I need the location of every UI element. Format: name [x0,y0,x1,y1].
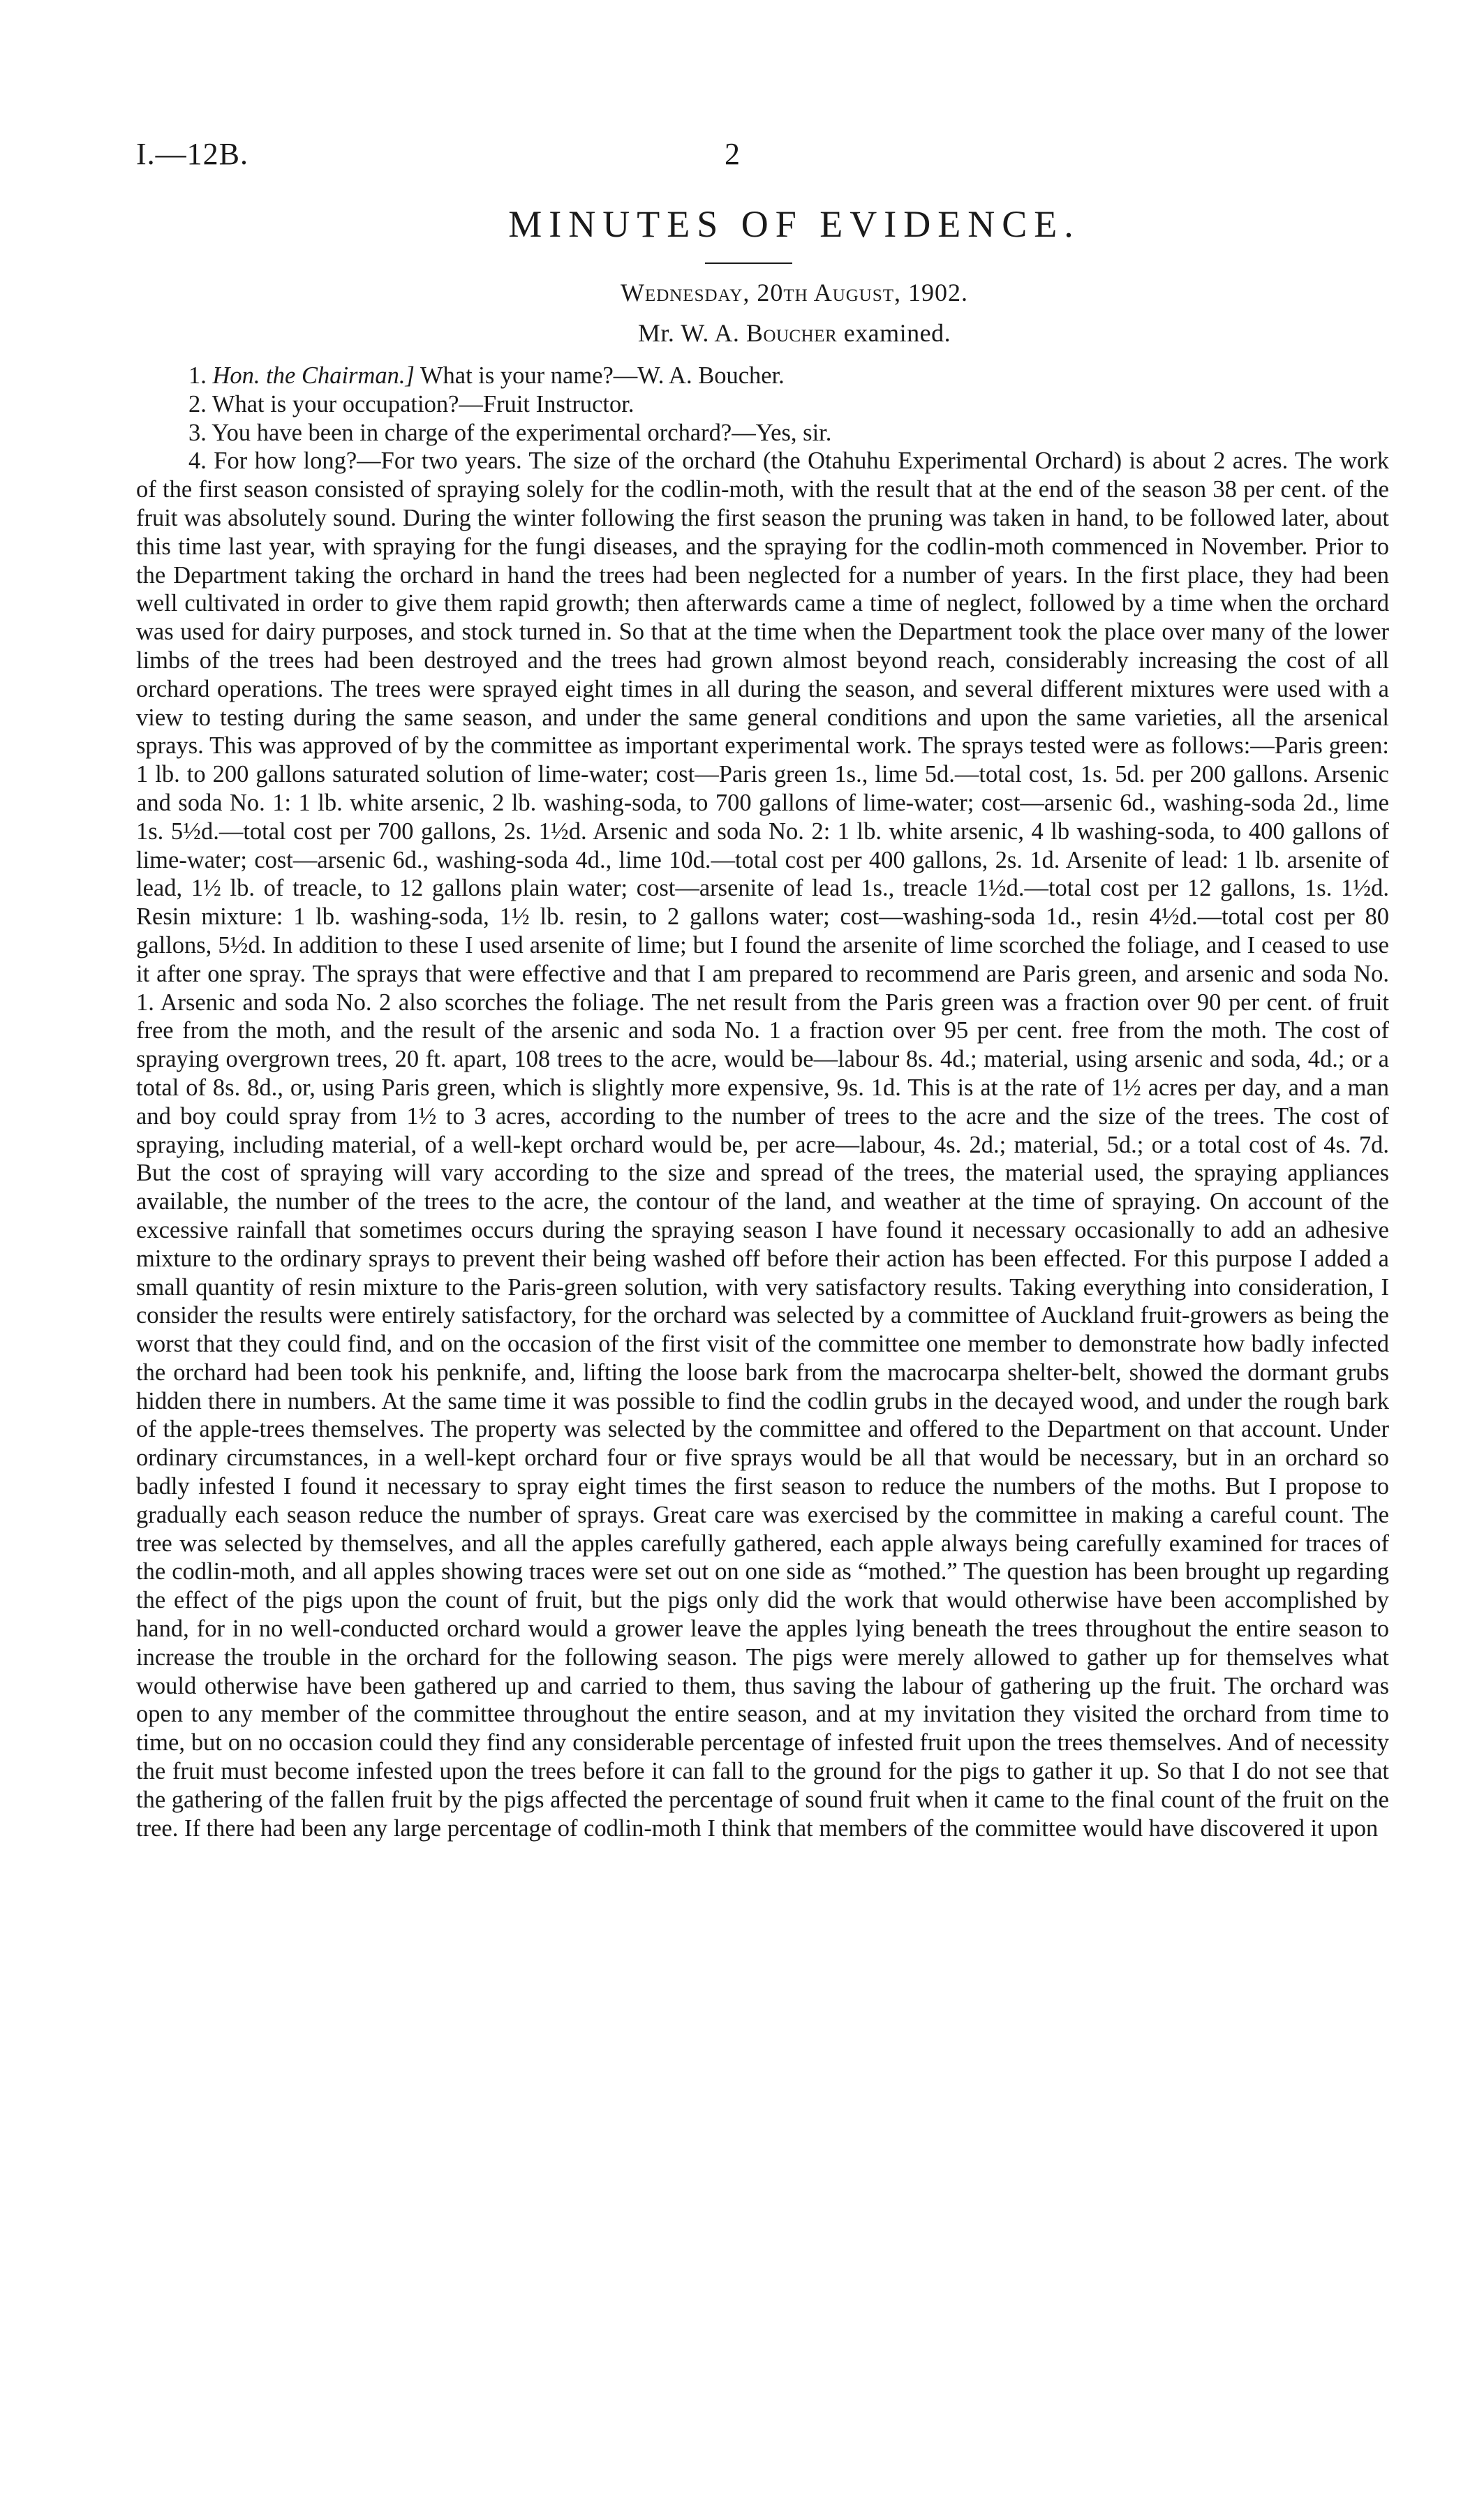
question-text: What is your name?—W. A. Boucher. [414,362,785,389]
question-3 [136,419,1389,448]
question-number: 1. [188,362,207,389]
question-1 [136,362,1389,390]
question-4 [136,447,1389,1842]
evidence-body [136,362,1389,1842]
witness-suffix: examined. [837,319,951,347]
question-number: 3. [188,419,207,446]
question-number: 2. [188,390,207,417]
session-date: Wednesday, 20th August, 1902. [620,279,969,306]
witness-prefix: Mr. W. A. [637,319,746,347]
question-text: You have been in charge of the experimental orchard?—Yes, sir. [206,419,832,446]
title-divider [705,262,792,264]
question-text: What is your occupation?—Fruit Instructor. [206,390,635,417]
page-title: MINUTES OF EVIDENCE. [508,203,1081,245]
question-2 [136,390,1389,419]
witness-heading [0,318,1484,348]
question-number: 4. [188,448,207,475]
answer-text: For how long?—For two years. The size of the orchard (the Otahuhu Experimental Orchard) is about 2 acres. The work of the first season consisted of spraying solely for the codlin-moth, with the result that at the end of the season 38 per cent. of the fruit was absolutely sound. During the winter following the first season the pruning was taken in hand, to be followed later, about this time last year, with spraying for the fungi diseases, and the spraying for the codlin-moth commenced in November. Prior to the Department taking the orchard in hand the trees had been neglected for a number of years. In the first place, they had been well cultivated in order to give them rapid growth; then afterwards came a time of neglect, followed by a time when the orchard was used for dairy purposes, and stock turned in. So that at the time when the Department took the place over many of the lower limbs of the trees had been destroyed and the trees had grown almost beyond reach, considerably increasing the cost of all orchard operations. The trees were sprayed eight times in all during the season, and several different mixtures were used with a view to testing during the same season, and under the same general conditions and upon the same varieties, all the arsenical sprays. This was approved of by the committee as important experimental work. The sprays tested were as follows:—Paris green: 1 lb. to 200 gallons saturated solution of lime-water; cost—Paris green 1s., lime 5d.—total cost, 1s. 5d. per 200 gallons. Arsenic and soda No. 1: 1 lb. white arsenic, 2 lb. washing-soda, to 700 gallons of lime-water; cost—arsenic 6d., washing-soda 2d., lime 1s. 5½d.—total cost per 700 gallons, 2s. 1½d. Arsenic and soda No. 2: 1 lb. white arsenic, 4 lb washing-soda, to 400 gallons of lime-water; cost—arsenic 6d., washing-soda 4d., lime 10d.—total cost per 400 gallons, 2s. 1d. Arsenite of lead: 1 lb. arsenite of lead, 1½ lb. of treacle, to 12 gallons plain water; cost—arsenite of lead 1s., treacle 1½d.—total cost per 12 gallons, 1s. 1½d. Resin mixture: 1 lb. washing-soda, 1½ lb. resin, to 2 gallons water; cost—washing-soda 1d., resin 4½d.—total cost per 80 gallons, 5½d. In addition to these I used arsenite of lime; but I found the arsenite of lime scorched the foliage, and I ceased to use it after one spray. The sprays that were effective and that I am prepared to recommend are Paris green, and arsenic and soda No. 1. Arsenic and soda No. 2 also scorches the foliage. The net result from the Paris green was a fraction over 90 per cent. of fruit free from the moth, and the result of the arsenic and soda No. 1 a fraction over 95 per cent. free from the moth. The cost of spraying overgrown trees, 20 ft. apart, 108 trees to the acre, would be—labour 8s. 4d.; material, using arsenic and soda, 4d.; or a total of 8s. 8d., or, using Paris green, which is slightly more expensive, 9s. 1d. This is at the rate of 1½ acres per day, and a man and boy could spray from 1½ to 3 acres, according to the number of trees to the acre and the size of the trees. The cost of spraying, including material, of a well-kept orchard would be, per acre—labour, 4s. 2d.; material, 5d.; or a total cost of 4s. 7d. But the cost of spraying will vary according to the size and spread of the trees, the material used, the spraying appliances available, the number of the trees to the acre, the contour of the land, and weather at the time of spraying. On account of the excessive rainfall that sometimes occurs during the spraying season I have found it necessary occasionally to add an adhesive mixture to the ordinary sprays to prevent their being washed off before their action has been effected. For this purpose I added a small quantity of resin mixture to the Paris-green solution, with very satisfactory results. Taking everything into consideration, I consider the results were entirely satisfactory, for the orchard was selected by a committee of Auckland fruit-growers as being the worst that they could find, and on the occasion of the first visit of the committee one member to demonstrate how badly infected the orchard had been took his penknife, and, lifting the loose bark from the macrocarpa shelter-belt, showed the dormant grubs hidden there in numbers. At the same time it was possible to find the codlin grubs in the decayed wood, and under the rough bark of the apple-trees themselves. The property was selected by the committee and offered to the Department on that account. Under ordinary circumstances, in a well-kept orchard four or five sprays would be all that would be necessary, but in an orchard so badly infested I found it necessary to spray eight times the first season to reduce the numbers of the moths. But I propose to gradually each season reduce the number of sprays. Great care was exercised by the committee in making a careful count. The tree was selected by themselves, and all the apples carefully gathered, each apple always being carefully examined for traces of the codlin-moth, and all apples showing traces were set out on one side as “mothed.” The question has been brought up regarding the effect of the pigs upon the count of fruit, but the pigs only did the work that would otherwise have been accomplished by hand, for in no well-conducted orchard would a grower leave the apples lying beneath the trees throughout the entire season to increase the trouble in the orchard for the following season. The pigs were merely allowed to gather up for themselves what would otherwise have been gathered up and carried to them, thus saving the labour of gathering up the fruit. The orchard was open to any member of the committee throughout the entire season, and at my invitation they visited the orchard from time to time, but on no occasion could they find any considerable percentage of infested fruit upon the trees themselves. And of necessity the fruit must become infested upon the trees before it can fall to the ground for the pigs to gather it up. So that I do not see that the gathering of the fallen fruit by the pigs affected the percentage of sound fruit when it came to the final count of the fruit on the tree. If there had been any large percentage of codlin-moth I think that members of the committee would have discovered it upon [136,448,1389,1842]
witness-surname: Boucher [745,319,838,347]
page-number: 2 [725,137,740,171]
page-reference: I.—12B. [136,137,248,171]
speaker-label: Hon. the Chairman.] [212,362,415,389]
